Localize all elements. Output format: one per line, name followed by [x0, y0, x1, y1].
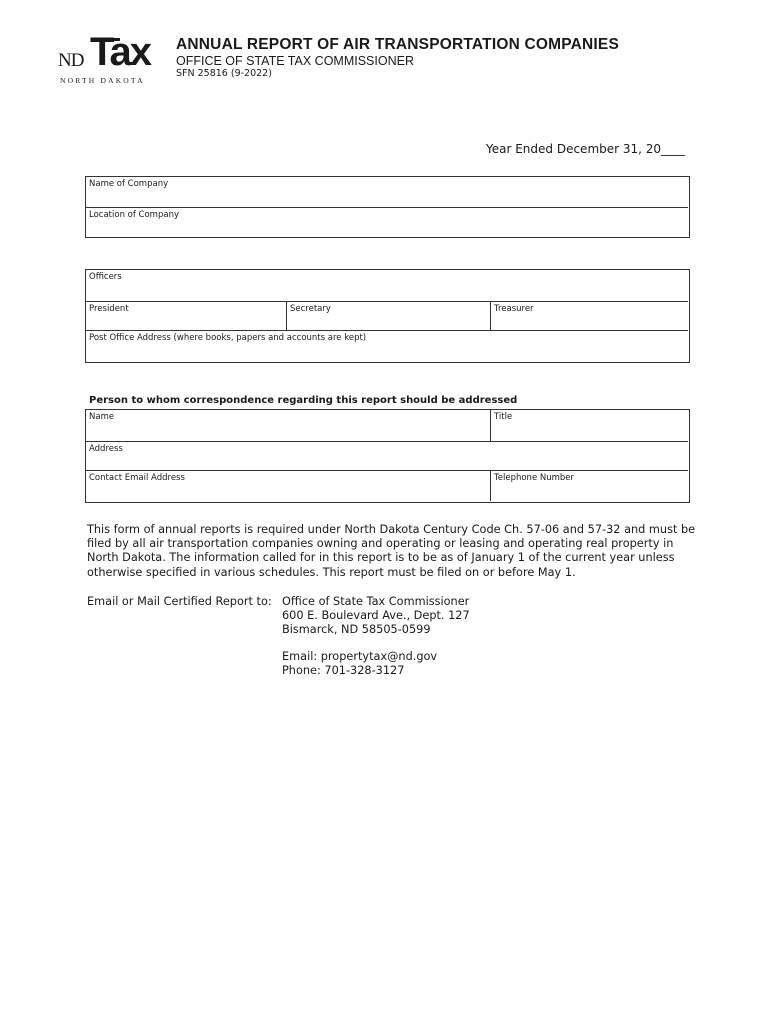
mailing-phone: Phone: 701-328-3127 — [282, 663, 405, 677]
mailing-line: 600 E. Boulevard Ave., Dept. 127 — [282, 608, 470, 622]
logo-subtitle: NORTH DAKOTA — [60, 76, 145, 85]
mailing-line: Bismarck, ND 58505-0599 — [282, 622, 431, 636]
president-field[interactable] — [86, 302, 286, 330]
form-title: ANNUAL REPORT OF AIR TRANSPORTATION COMPANIES — [176, 36, 619, 53]
mailing-email: Email: propertytax@nd.gov — [282, 650, 438, 664]
nd-tax-logo — [58, 30, 153, 86]
logo-tax: Tax — [90, 30, 150, 74]
treasurer-field[interactable] — [491, 302, 688, 330]
contact-email-field[interactable] — [86, 471, 490, 501]
president-label: President — [89, 304, 129, 314]
company-section — [85, 176, 690, 238]
correspondence-heading: Person to whom correspondence regarding this report should be addressed — [89, 395, 518, 406]
secretary-field[interactable] — [287, 302, 490, 330]
contact-name-field[interactable] — [86, 410, 490, 441]
company-location-label: Location of Company — [89, 210, 179, 220]
contact-phone-field[interactable] — [491, 471, 688, 501]
po-address-field[interactable] — [86, 331, 688, 361]
contact-address-field[interactable] — [86, 442, 688, 470]
officers-header — [86, 270, 688, 301]
secretary-label: Secretary — [290, 304, 331, 314]
form-number: SFN 25816 (9-2022) — [176, 68, 272, 79]
mailing-line: Office of State Tax Commissioner — [282, 595, 470, 608]
office-name: OFFICE OF STATE TAX COMMISSIONER — [176, 54, 414, 68]
contact-email-label: Contact Email Address — [89, 473, 185, 483]
contact-address-label: Address — [89, 444, 123, 454]
company-location-field[interactable] — [86, 208, 688, 236]
contact-title-field[interactable] — [491, 410, 688, 441]
contact-name-label: Name — [89, 412, 115, 422]
contact-title-label: Title — [494, 412, 513, 422]
po-address-label: Post Office Address (where books, papers and accounts are kept) — [89, 333, 367, 343]
officers-label: Officers — [89, 272, 122, 282]
logo-nd: ND — [58, 50, 84, 71]
mailing-label: Email or Mail Certified Report to: — [87, 595, 272, 608]
officers-section — [85, 269, 690, 363]
company-name-label: Name of Company — [89, 179, 169, 189]
mailing-spacer — [282, 636, 470, 650]
year-ended-field[interactable]: Year Ended December 31, 20____ — [486, 142, 686, 156]
instructions-paragraph: This form of annual reports is required under North Dakota Century Code Ch. 57-06 and 57-32 and must be filed by all air transportation companies owning and operating or leasing and operating real property in North Dakota. The information called for in this report is to be as of January 1 of the current year unless otherwise specified in various schedules. This report must be filed on or before May 1. — [87, 523, 696, 579]
contact-phone-label: Telephone Number — [494, 473, 575, 483]
treasurer-label: Treasurer — [494, 304, 534, 314]
mailing-address — [282, 595, 470, 678]
company-name-field[interactable] — [86, 177, 688, 207]
correspondence-section — [85, 409, 690, 503]
